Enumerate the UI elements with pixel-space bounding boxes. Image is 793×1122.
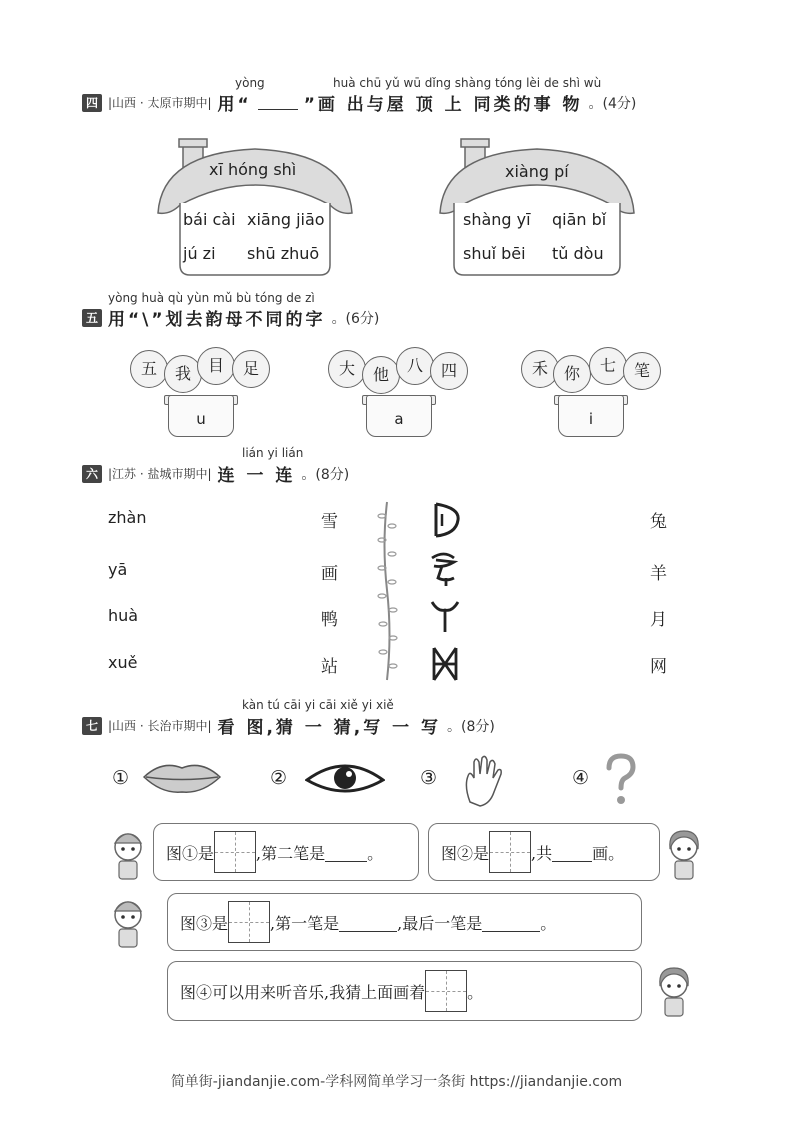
q7-number: 七 xyxy=(82,717,102,735)
b3-text-d: 。 xyxy=(540,913,557,933)
balloon-char[interactable]: 大 xyxy=(328,350,366,388)
match-pinyin[interactable]: zhàn xyxy=(108,508,147,527)
pic-1-label: ① xyxy=(112,767,130,789)
boy-avatar xyxy=(108,893,148,951)
q7-source: |山西 · 长治市期中| xyxy=(108,719,212,733)
q5-number: 五 xyxy=(82,309,102,327)
b1-tianzige[interactable] xyxy=(214,831,256,873)
basket-label: u xyxy=(168,395,234,437)
q6-score: 。(8分) xyxy=(301,466,350,483)
q5-heading xyxy=(82,305,379,330)
match-char-left[interactable]: 鸭 xyxy=(321,610,338,630)
balloon-char[interactable]: 笔 xyxy=(623,352,661,390)
b3-text-a: 图③是 xyxy=(180,913,229,933)
b3-last-stroke-blank[interactable] xyxy=(482,913,540,932)
match-char-left[interactable]: 雪 xyxy=(321,512,338,532)
q4-pinyin-yong: yòng xyxy=(235,76,265,90)
q4-text-b: ”画 出与屋 顶 上 同类的事 物 xyxy=(303,95,583,115)
q5-text: 用“\”划去韵母不同的字 xyxy=(108,310,326,330)
boy-avatar xyxy=(108,825,148,883)
bubble-pic2 xyxy=(428,823,660,881)
b2-text-c: 画。 xyxy=(592,843,625,863)
house-right-roof-word: xiàng pí xyxy=(505,162,569,181)
match-char-left[interactable]: 站 xyxy=(321,657,338,677)
glyph-bird-icon[interactable] xyxy=(426,548,462,588)
b1-text-c: 。 xyxy=(367,843,384,863)
b2-text-a: 图②是 xyxy=(441,843,490,863)
q6-source: |江苏 · 盐城市期中| xyxy=(108,467,212,481)
q4-text-a: 用“ xyxy=(217,95,252,115)
q4-score: 。(4分) xyxy=(588,95,637,112)
balloon-char[interactable]: 你 xyxy=(553,355,591,393)
q4-source: |山西 · 太原市期中| xyxy=(108,96,212,110)
q7-heading xyxy=(82,713,495,738)
house-left-word[interactable]: jú zi xyxy=(183,244,216,263)
house-left-word[interactable]: xiāng jiāo xyxy=(247,210,325,229)
q7-pinyin: kàn tú cāi yi cāi xiě yi xiě xyxy=(242,698,394,712)
match-pinyin[interactable]: xuě xyxy=(108,653,138,672)
q4-heading xyxy=(82,90,636,115)
balloon-char[interactable]: 四 xyxy=(430,352,468,390)
pic-4-label: ④ xyxy=(572,767,590,789)
b1-answer-blank[interactable] xyxy=(325,843,367,862)
b3-text-c: ,最后一笔是 xyxy=(397,913,483,933)
q5-pinyin: yòng huà qù yùn mǔ bù tóng de zì xyxy=(108,291,315,305)
match-char-right[interactable]: 羊 xyxy=(650,564,667,584)
b2-answer-blank[interactable] xyxy=(552,843,592,862)
hand-icon xyxy=(460,752,510,808)
house-left-roof-word: xī hóng shì xyxy=(209,160,297,179)
q7-text: 看 图,猜 一 猜,写 一 写 xyxy=(217,718,442,738)
b4-text-b: 。 xyxy=(467,982,484,1002)
question-mark-icon xyxy=(603,752,639,808)
q6-text: 连 一 连 xyxy=(217,466,296,486)
vine-divider xyxy=(372,500,402,682)
house-right-word[interactable]: shàng yī xyxy=(463,210,531,229)
eye-icon xyxy=(305,758,385,798)
b3-tianzige[interactable] xyxy=(228,901,270,943)
girl-avatar xyxy=(664,825,704,883)
b1-text-a: 图①是 xyxy=(166,843,215,863)
match-pinyin[interactable]: huà xyxy=(108,606,139,625)
b4-text-a: 图④可以用来听音乐,我猜上面画着 xyxy=(180,982,426,1002)
b4-tianzige[interactable] xyxy=(425,970,467,1012)
basket-label: a xyxy=(366,395,432,437)
balloon-char[interactable]: 足 xyxy=(232,350,270,388)
match-pinyin[interactable]: yā xyxy=(108,560,128,579)
girl-avatar xyxy=(654,962,694,1020)
house-right-word[interactable]: tǔ dòu xyxy=(552,244,604,263)
balloon-char[interactable]: 目 xyxy=(197,347,235,385)
bubble-pic1 xyxy=(153,823,419,881)
bubble-pic3 xyxy=(167,893,642,951)
balloon-char[interactable]: 五 xyxy=(130,350,168,388)
balloon-char[interactable]: 我 xyxy=(164,355,202,393)
balloon-char[interactable]: 他 xyxy=(362,356,400,394)
pic-2-label: ② xyxy=(270,767,288,789)
q6-pinyin: lián yi lián xyxy=(242,446,304,460)
match-char-right[interactable]: 兔 xyxy=(650,512,667,532)
match-char-right[interactable]: 网 xyxy=(650,657,667,677)
b2-text-b: ,共 xyxy=(531,843,553,863)
house-left-word[interactable]: bái cài xyxy=(183,210,236,229)
glyph-moon-icon[interactable] xyxy=(428,500,462,540)
house-left-word[interactable]: shū zhuō xyxy=(247,244,320,263)
q6-heading xyxy=(82,461,349,486)
match-char-right[interactable]: 月 xyxy=(650,610,667,630)
footer-watermark: 简单街-jiandanjie.com-学科网简单学习一条街 https://jiandanjie.com xyxy=(170,1074,623,1090)
q4-number: 四 xyxy=(82,94,102,112)
glyph-sheep-icon[interactable] xyxy=(428,598,462,634)
b2-tianzige[interactable] xyxy=(489,831,531,873)
b1-text-b: ,第二笔是 xyxy=(256,843,326,863)
q6-number: 六 xyxy=(82,465,102,483)
q7-score: 。(8分) xyxy=(447,718,495,735)
q4-pinyin: huà chū yǔ wū dǐng shàng tóng lèi de shì wù xyxy=(333,76,602,90)
q4-symbol-blank xyxy=(258,95,298,110)
q5-score: 。(6分) xyxy=(331,310,380,327)
basket-label: i xyxy=(558,395,624,437)
bubble-pic4 xyxy=(167,961,642,1021)
house-right-word[interactable]: shuǐ bēi xyxy=(463,244,526,263)
b3-text-b: ,第一笔是 xyxy=(270,913,340,933)
balloon-char[interactable]: 八 xyxy=(396,347,434,385)
match-char-left[interactable]: 画 xyxy=(321,564,338,584)
b3-first-stroke-blank[interactable] xyxy=(339,913,397,932)
balloon-char[interactable]: 七 xyxy=(589,347,627,385)
balloon-char[interactable]: 禾 xyxy=(521,350,559,388)
lips-icon xyxy=(142,760,222,794)
pic-3-label: ③ xyxy=(420,767,438,789)
glyph-net-icon[interactable] xyxy=(430,645,460,683)
house-right-word[interactable]: qiān bǐ xyxy=(552,210,607,229)
